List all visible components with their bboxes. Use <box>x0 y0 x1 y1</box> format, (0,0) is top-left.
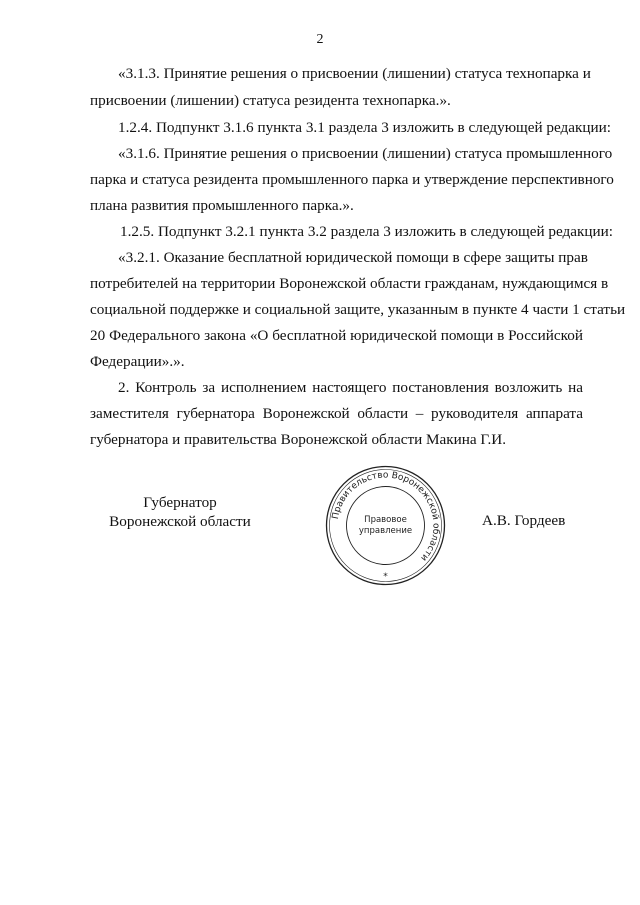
page-number: 2 <box>316 32 324 47</box>
text-line: Федерации».». <box>90 353 185 370</box>
stamp-center-line-2: управление <box>358 526 413 536</box>
text-line: «3.1.3. Принятие решения о присвоении (лишении) статуса технопарка и <box>118 65 591 82</box>
stamp-center-line-1: Правовое <box>364 515 407 525</box>
official-stamp <box>323 463 448 588</box>
text-line: 1.2.5. Подпункт 3.2.1 пункта 3.2 раздела 3 изложить в следующей редакции: <box>120 223 613 240</box>
text-line: 2. Контроль за исполнением настоящего постановления возложить на <box>118 379 583 396</box>
text-line: 1.2.4. Подпункт 3.1.6 пункта 3.1 раздела 3 изложить в следующей редакции: <box>118 119 611 136</box>
text-line: парка и статуса резидента промышленного парка и утверждение перспективного <box>90 171 614 188</box>
signatory-position <box>90 493 270 531</box>
signatory-region: Воронежской области <box>109 513 251 530</box>
text-line: плана развития промышленного парка.». <box>90 197 354 214</box>
text-line: «3.2.1. Оказание бесплатной юридической помощи в сфере защиты прав <box>118 249 588 266</box>
stamp-ring-text: Правительство Воронежской области <box>330 470 441 563</box>
text-line: «3.1.6. Принятие решения о присвоении (лишении) статуса промышленного <box>118 145 613 162</box>
text-line: губернатора и правительства Воронежской области Макина Г.И. <box>90 431 507 448</box>
text-line: социальной поддержке и социальной защите, указанным в пункте 4 части 1 статьи <box>90 301 626 318</box>
signatory-title: Губернатор <box>143 494 217 511</box>
signatory-name: А.В. Гордеев <box>482 512 566 529</box>
stamp-star-icon: * <box>383 572 388 582</box>
text-line: заместителя губернатора Воронежской области – руководителя аппарата <box>90 405 583 422</box>
text-line: потребителей на территории Воронежской области гражданам, нуждающимся в <box>90 275 609 292</box>
text-line: 20 Федерального закона «О бесплатной юридической помощи в Российской <box>90 327 583 344</box>
text-line: присвоении (лишении) статуса резидента технопарка.». <box>90 92 451 109</box>
